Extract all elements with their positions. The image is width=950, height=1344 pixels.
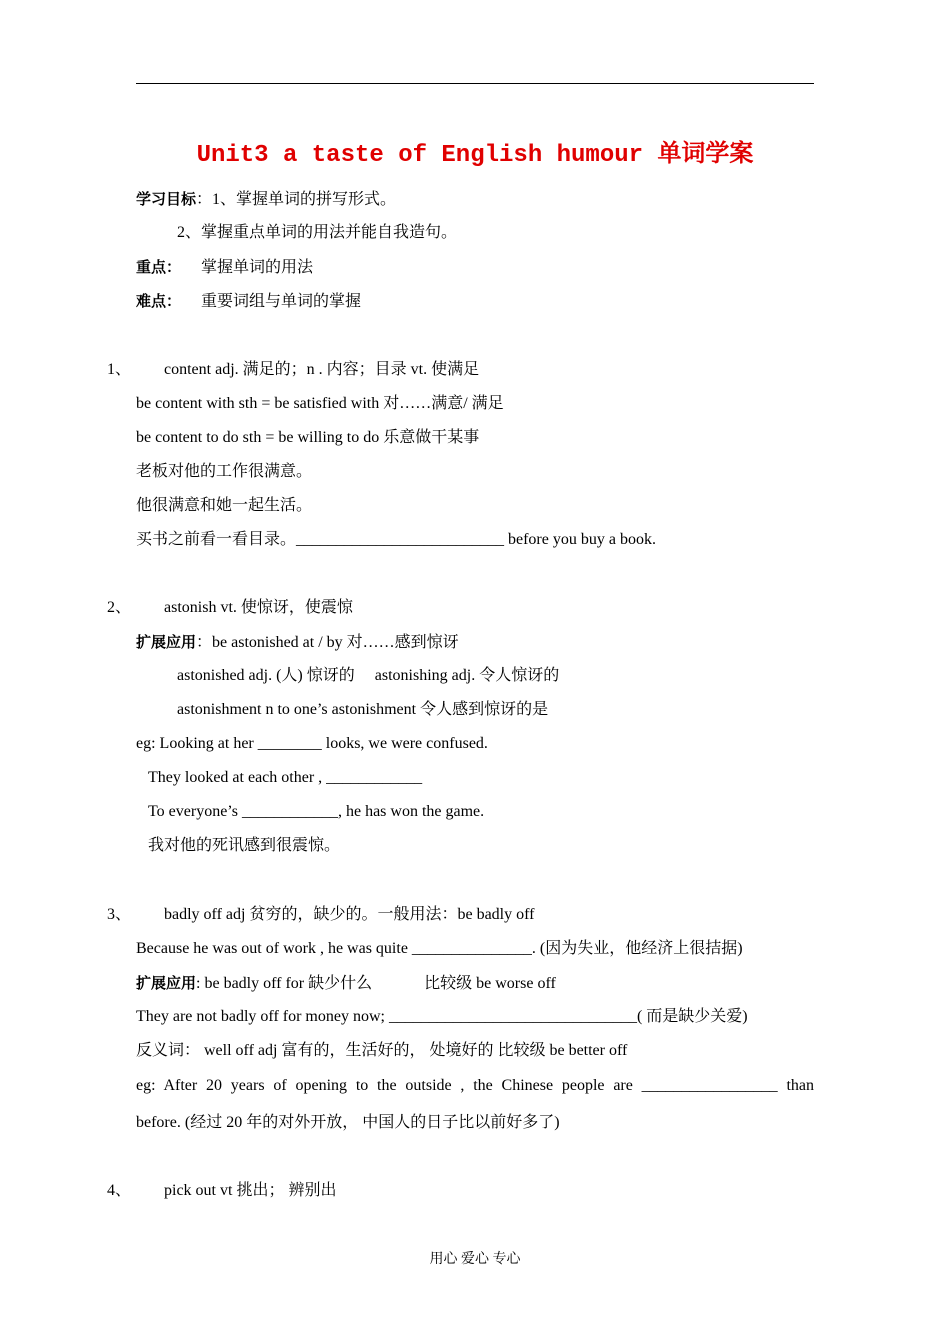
page-title: Unit3 a taste of English humour 单词学案 xyxy=(196,142,754,169)
example-line: They are not badly off for money now; _______________________________( 而是缺少关爱) xyxy=(136,1008,748,1025)
example-line: 我对他的死讯感到很震惊。 xyxy=(148,837,341,854)
key-point-label: 重点： xyxy=(136,258,182,276)
example-line: eg: Looking at her ________ looks, we were confused. xyxy=(136,735,488,752)
header-rule xyxy=(136,83,814,84)
goals-text-1: ：1、掌握单词的拼写形式。 xyxy=(196,191,397,208)
example-line: before. (经过 20 年的对外开放， 中国人的日子比以前好多了) xyxy=(136,1114,560,1131)
example-line: They looked at each other , ____________ xyxy=(148,769,423,786)
item-line: be content with sth = be satisfied with 对……满意/ 满足 xyxy=(136,395,504,412)
example-line: To everyone’s ____________, he has won the game. xyxy=(148,803,485,820)
item-headword: content adj. 满足的；n . 内容；目录 vt. 使满足 xyxy=(164,361,480,378)
antonym-line: 反义词： well off adj 富有的，生活好的， 处境好的 比较级 be better off xyxy=(136,1042,628,1059)
extension-text-comparative: 比较级 be worse off xyxy=(424,975,556,992)
extension-text: ：be astonished at / by 对……感到惊讶 xyxy=(196,634,459,651)
example-line: Because he was out of work , he was quite _______________. (因为失业，他经济上很拮据) xyxy=(136,940,743,957)
item-line: 老板对他的工作很满意。 xyxy=(136,463,313,480)
example-line: eg: After 20 years of opening to the outside , the Chinese people are _________________ than xyxy=(136,1077,814,1094)
item-line xyxy=(177,666,559,686)
item-number: 4、 xyxy=(107,1182,132,1199)
item-headword: pick out vt 挑出； 辨别出 xyxy=(164,1182,337,1199)
difficulty-line xyxy=(136,291,361,312)
item-line: astonishment n to one’s astonishment 令人感到惊讶的是 xyxy=(177,701,549,718)
item-headword: badly off adj 贫穷的，缺少的。一般用法：be badly off xyxy=(164,906,535,923)
item-number: 3、 xyxy=(107,906,132,923)
item-line: 他很满意和她一起生活。 xyxy=(136,497,313,514)
difficulty-text: 重要词组与单词的掌握 xyxy=(201,293,362,310)
word-form: astonishing adj. 令人惊讶的 xyxy=(374,667,560,684)
extension-text: : be badly off for 缺少什么 xyxy=(196,975,373,992)
item-line: 买书之前看一看目录。__________________________ before you buy a book. xyxy=(136,531,656,548)
item-line: be content to do sth = be willing to do 乐意做干某事 xyxy=(136,429,480,446)
word-form: astonished adj. (人) 惊讶的 xyxy=(177,667,355,684)
extension-label: 扩展应用 xyxy=(136,633,197,651)
goals-label: 学习目标 xyxy=(136,190,197,208)
key-point-text: 掌握单词的用法 xyxy=(201,259,314,276)
difficulty-label: 难点： xyxy=(136,292,182,310)
item-number: 2、 xyxy=(107,599,132,616)
page-footer: 用心 爱心 专心 xyxy=(429,1252,521,1267)
extension-label: 扩展应用 xyxy=(136,974,197,992)
goals-line-2: 2、掌握重点单词的用法并能自我造句。 xyxy=(177,224,458,241)
key-point-line xyxy=(136,257,313,278)
goals-line-1 xyxy=(136,189,396,210)
extension-line xyxy=(136,632,459,653)
item-number: 1、 xyxy=(107,361,132,378)
item-headword: astonish vt. 使惊讶，使震惊 xyxy=(164,599,353,616)
extension-line xyxy=(136,973,556,994)
